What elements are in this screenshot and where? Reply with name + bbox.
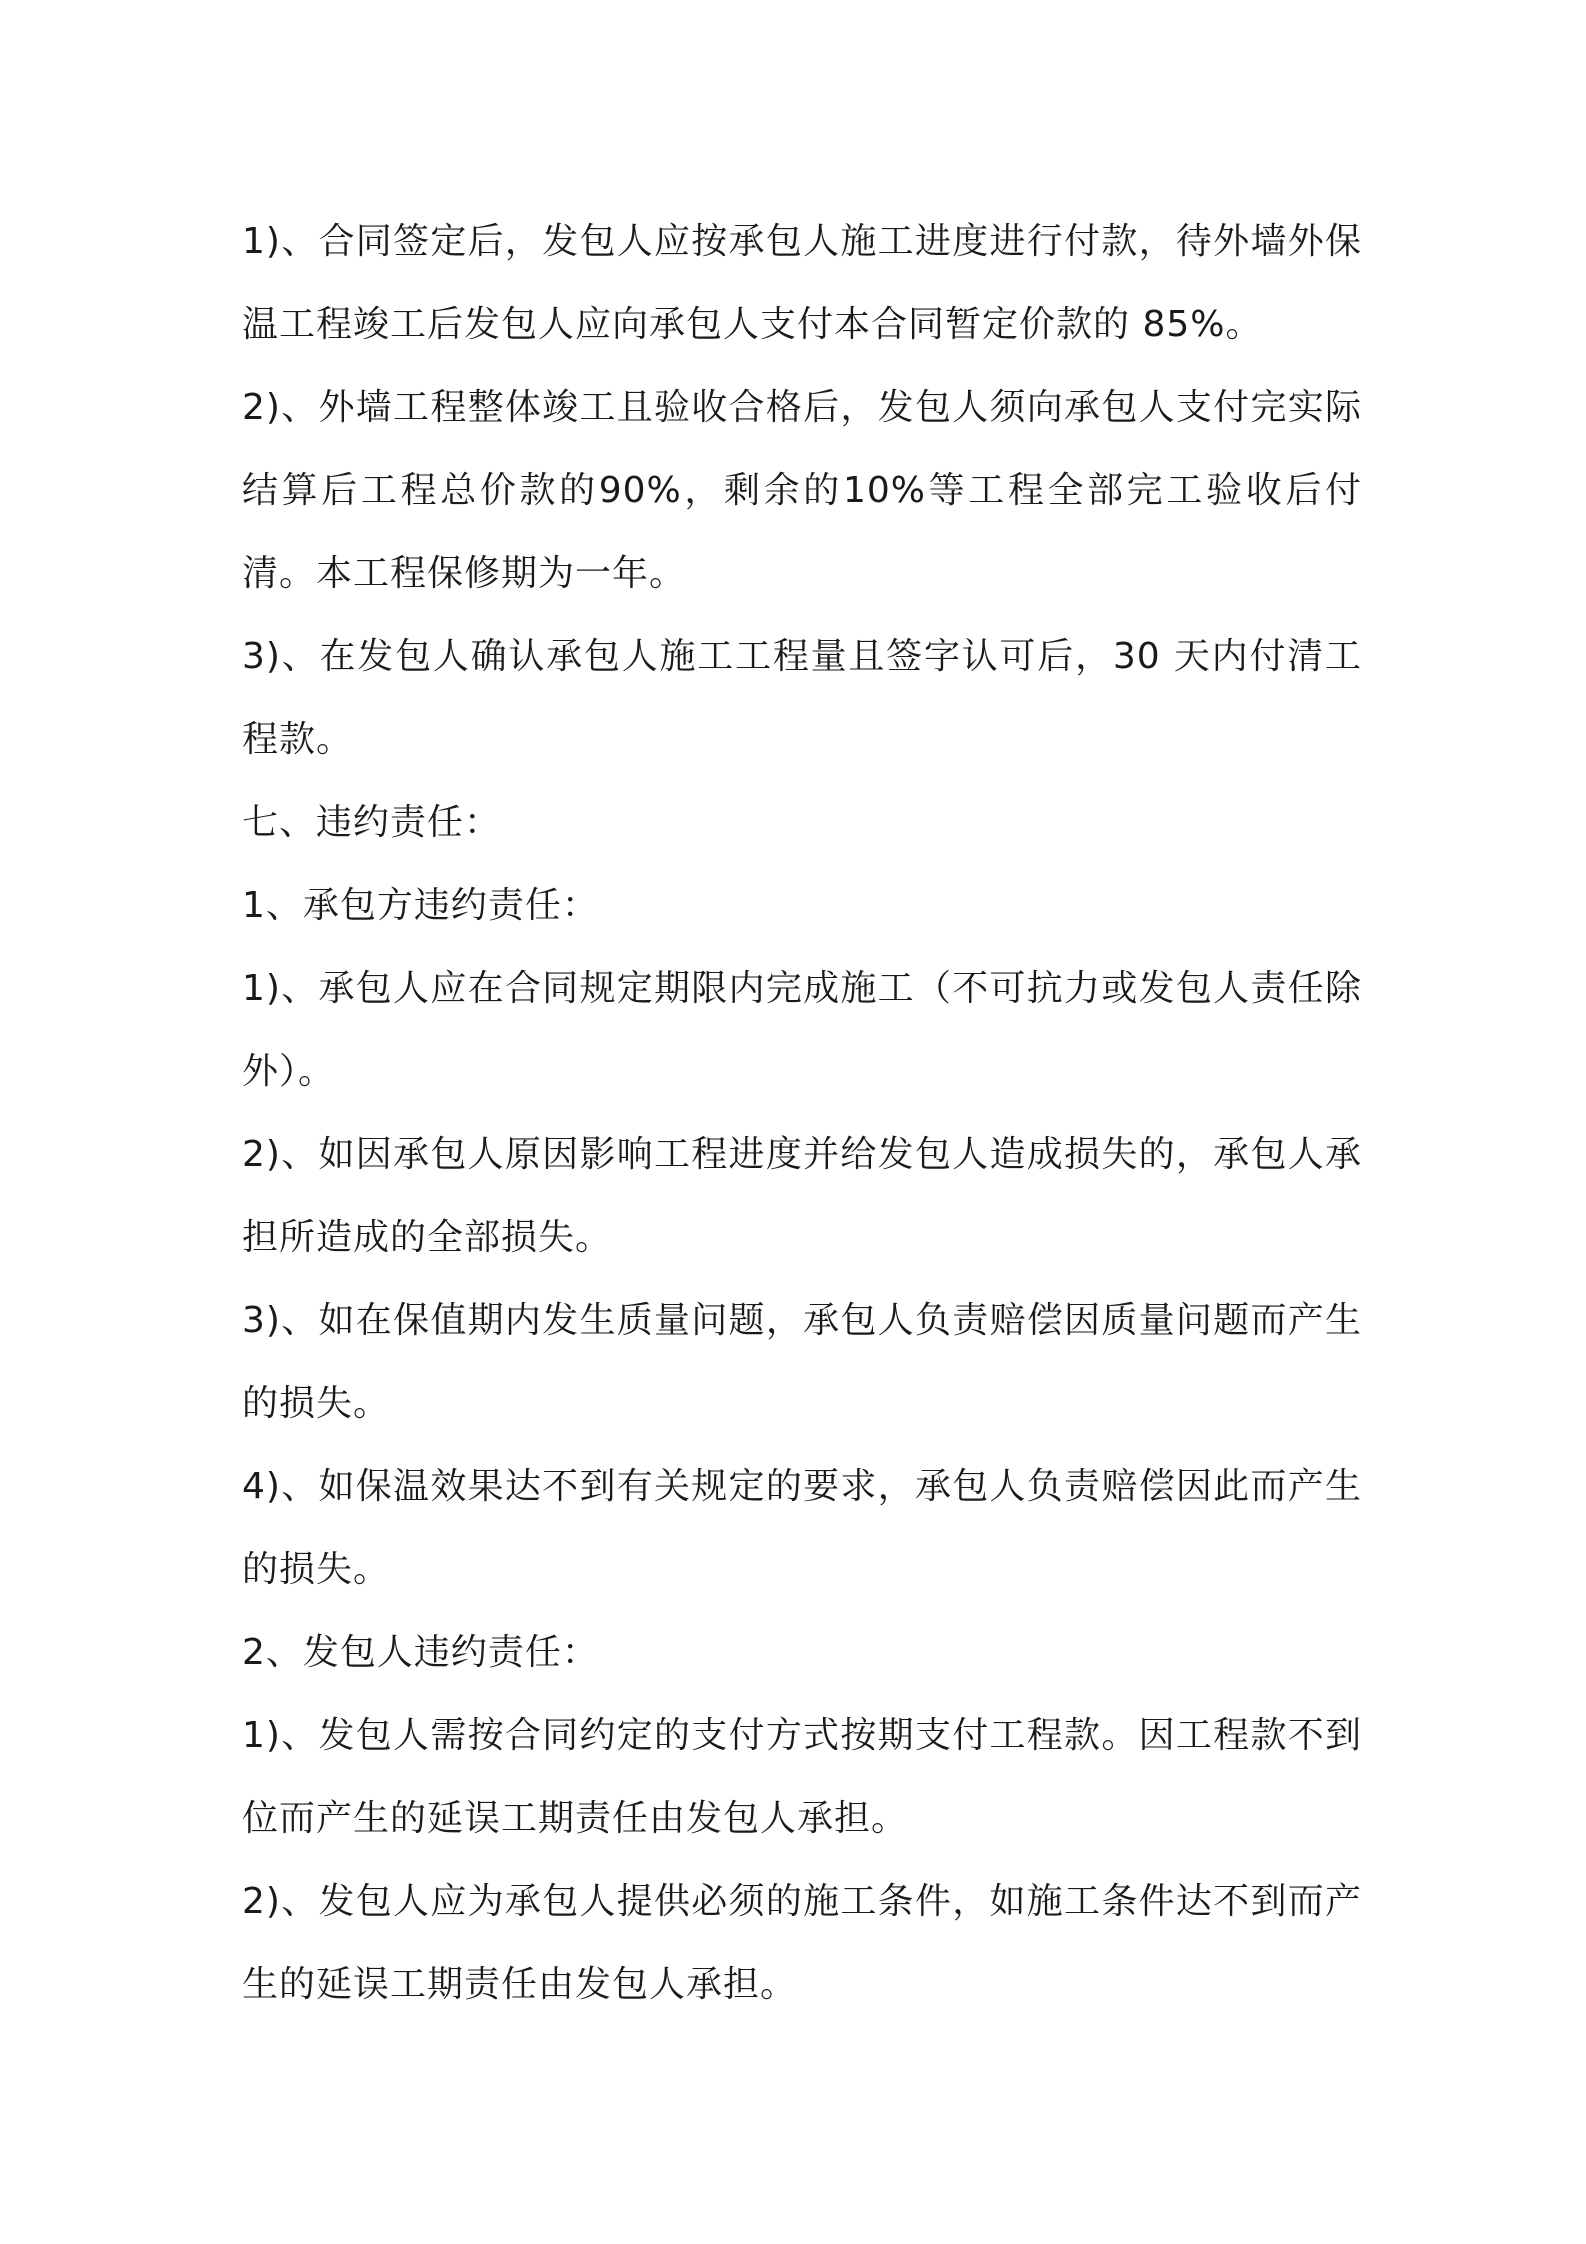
paragraph-payment-3: 3)、在发包人确认承包人施工工程量且签字认可后，30 天内付清工程款。 [242,636,1362,760]
subheading-contractor-liability: 1、承包方违约责任： [242,885,599,926]
paragraph-contractor-2: 2)、如因承包人原因影响工程进度并给发包人造成损失的，承包人承担所造成的全部损失。 [242,1134,1362,1258]
section-heading-breach-liability: 七、违约责任： [242,802,502,843]
subheading-employer-liability: 2、发包人违约责任： [242,1632,599,1673]
paragraph-contractor-4: 4)、如保温效果达不到有关规定的要求，承包人负责赔偿因此而产生的损失。 [242,1466,1362,1590]
document-body [242,200,1362,2026]
paragraph-contractor-3: 3)、如在保值期内发生质量问题，承包人负责赔偿因质量问题而产生的损失。 [242,1300,1362,1424]
paragraph-payment-2: 2)、外墙工程整体竣工且验收合格后，发包人须向承包人支付完实际结算后工程总价款的90%，剩余的10%等工程全部完工验收后付清。本工程保修期为一年。 [242,387,1362,594]
paragraph-payment-1: 1)、合同签定后，发包人应按承包人施工进度进行付款，待外墙外保温工程竣工后发包人应向承包人支付本合同暂定价款的 85%。 [242,221,1362,345]
paragraph-employer-2: 2)、发包人应为承包人提供必须的施工条件，如施工条件达不到而产生的延误工期责任由发包人承担。 [242,1881,1362,2005]
paragraph-contractor-1: 1)、承包人应在合同规定期限内完成施工（不可抗力或发包人责任除外）。 [242,968,1362,1092]
paragraph-employer-1: 1)、发包人需按合同约定的支付方式按期支付工程款。因工程款不到位而产生的延误工期责任由发包人承担。 [242,1715,1362,1839]
